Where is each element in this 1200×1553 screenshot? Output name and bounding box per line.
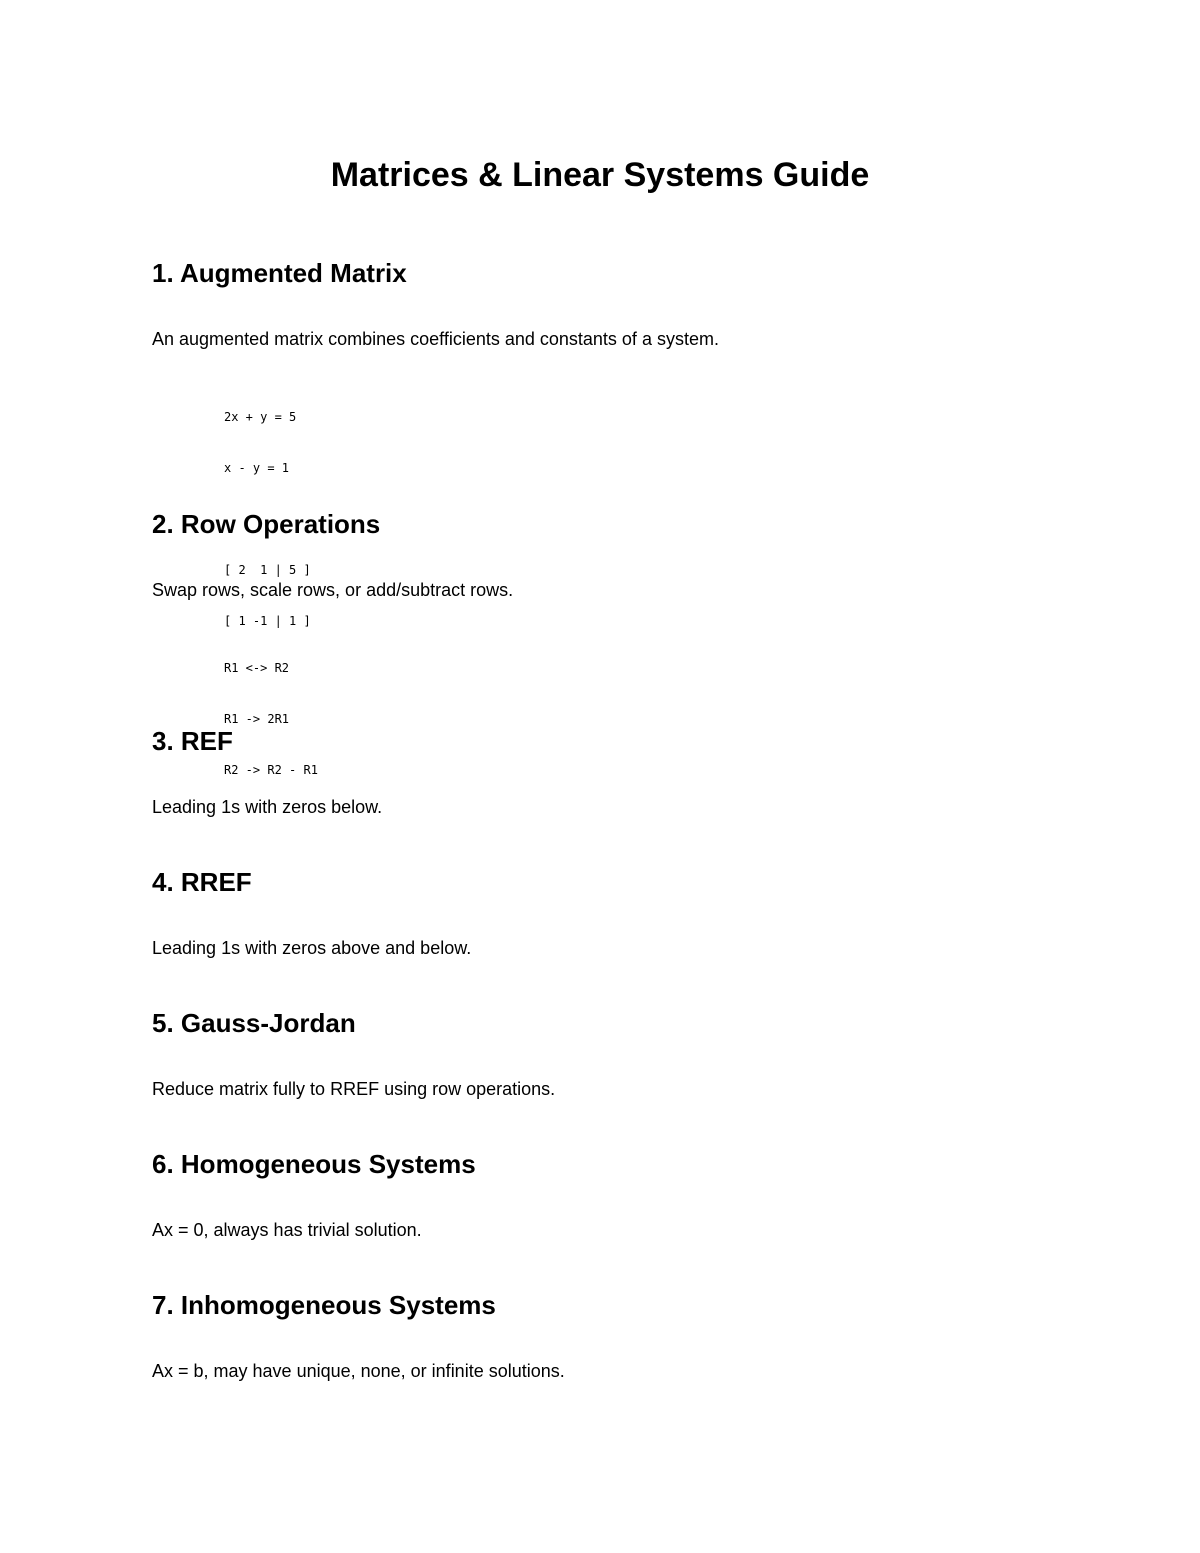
section-heading-augmented-matrix: 1. Augmented Matrix — [152, 258, 407, 288]
matrix-row: [ 2 1 | 5 ] — [224, 563, 311, 577]
equation-line: x - y = 1 — [224, 461, 290, 475]
page-title: Matrices & Linear Systems Guide — [330, 156, 870, 194]
section-heading-homogeneous-systems: 6. Homogeneous Systems — [152, 1149, 476, 1179]
section-heading-row-operations: 2. Row Operations — [152, 509, 381, 539]
row-operations-example — [224, 626, 318, 813]
section-heading-rref: 4. RREF — [152, 867, 252, 897]
section-heading-gauss-jordan: 5. Gauss-Jordan — [152, 1008, 356, 1038]
section-body-ref: Leading 1s with zeros below. — [152, 797, 383, 817]
section-body-rref: Leading 1s with zeros above and below. — [152, 938, 472, 958]
operation-line: R2 -> R2 - R1 — [224, 763, 318, 777]
section-heading-ref: 3. REF — [152, 726, 233, 756]
section-body-inhomogeneous-systems: Ax = b, may have unique, none, or infinite solutions. — [152, 1361, 565, 1381]
section-body-augmented-matrix: An augmented matrix combines coefficients and constants of a system. — [152, 329, 719, 349]
section-body-homogeneous-systems: Ax = 0, always has trivial solution. — [152, 1220, 422, 1240]
section-body-gauss-jordan: Reduce matrix fully to RREF using row operations. — [152, 1079, 556, 1099]
section-heading-inhomogeneous-systems: 7. Inhomogeneous Systems — [152, 1290, 496, 1320]
equation-line: 2x + y = 5 — [224, 410, 297, 424]
operation-line: R1 -> 2R1 — [224, 712, 290, 726]
matrix-row: [ 1 -1 | 1 ] — [224, 614, 311, 628]
section-body-row-operations: Swap rows, scale rows, or add/subtract rows. — [152, 580, 514, 600]
operation-line: R1 <-> R2 — [224, 661, 290, 675]
